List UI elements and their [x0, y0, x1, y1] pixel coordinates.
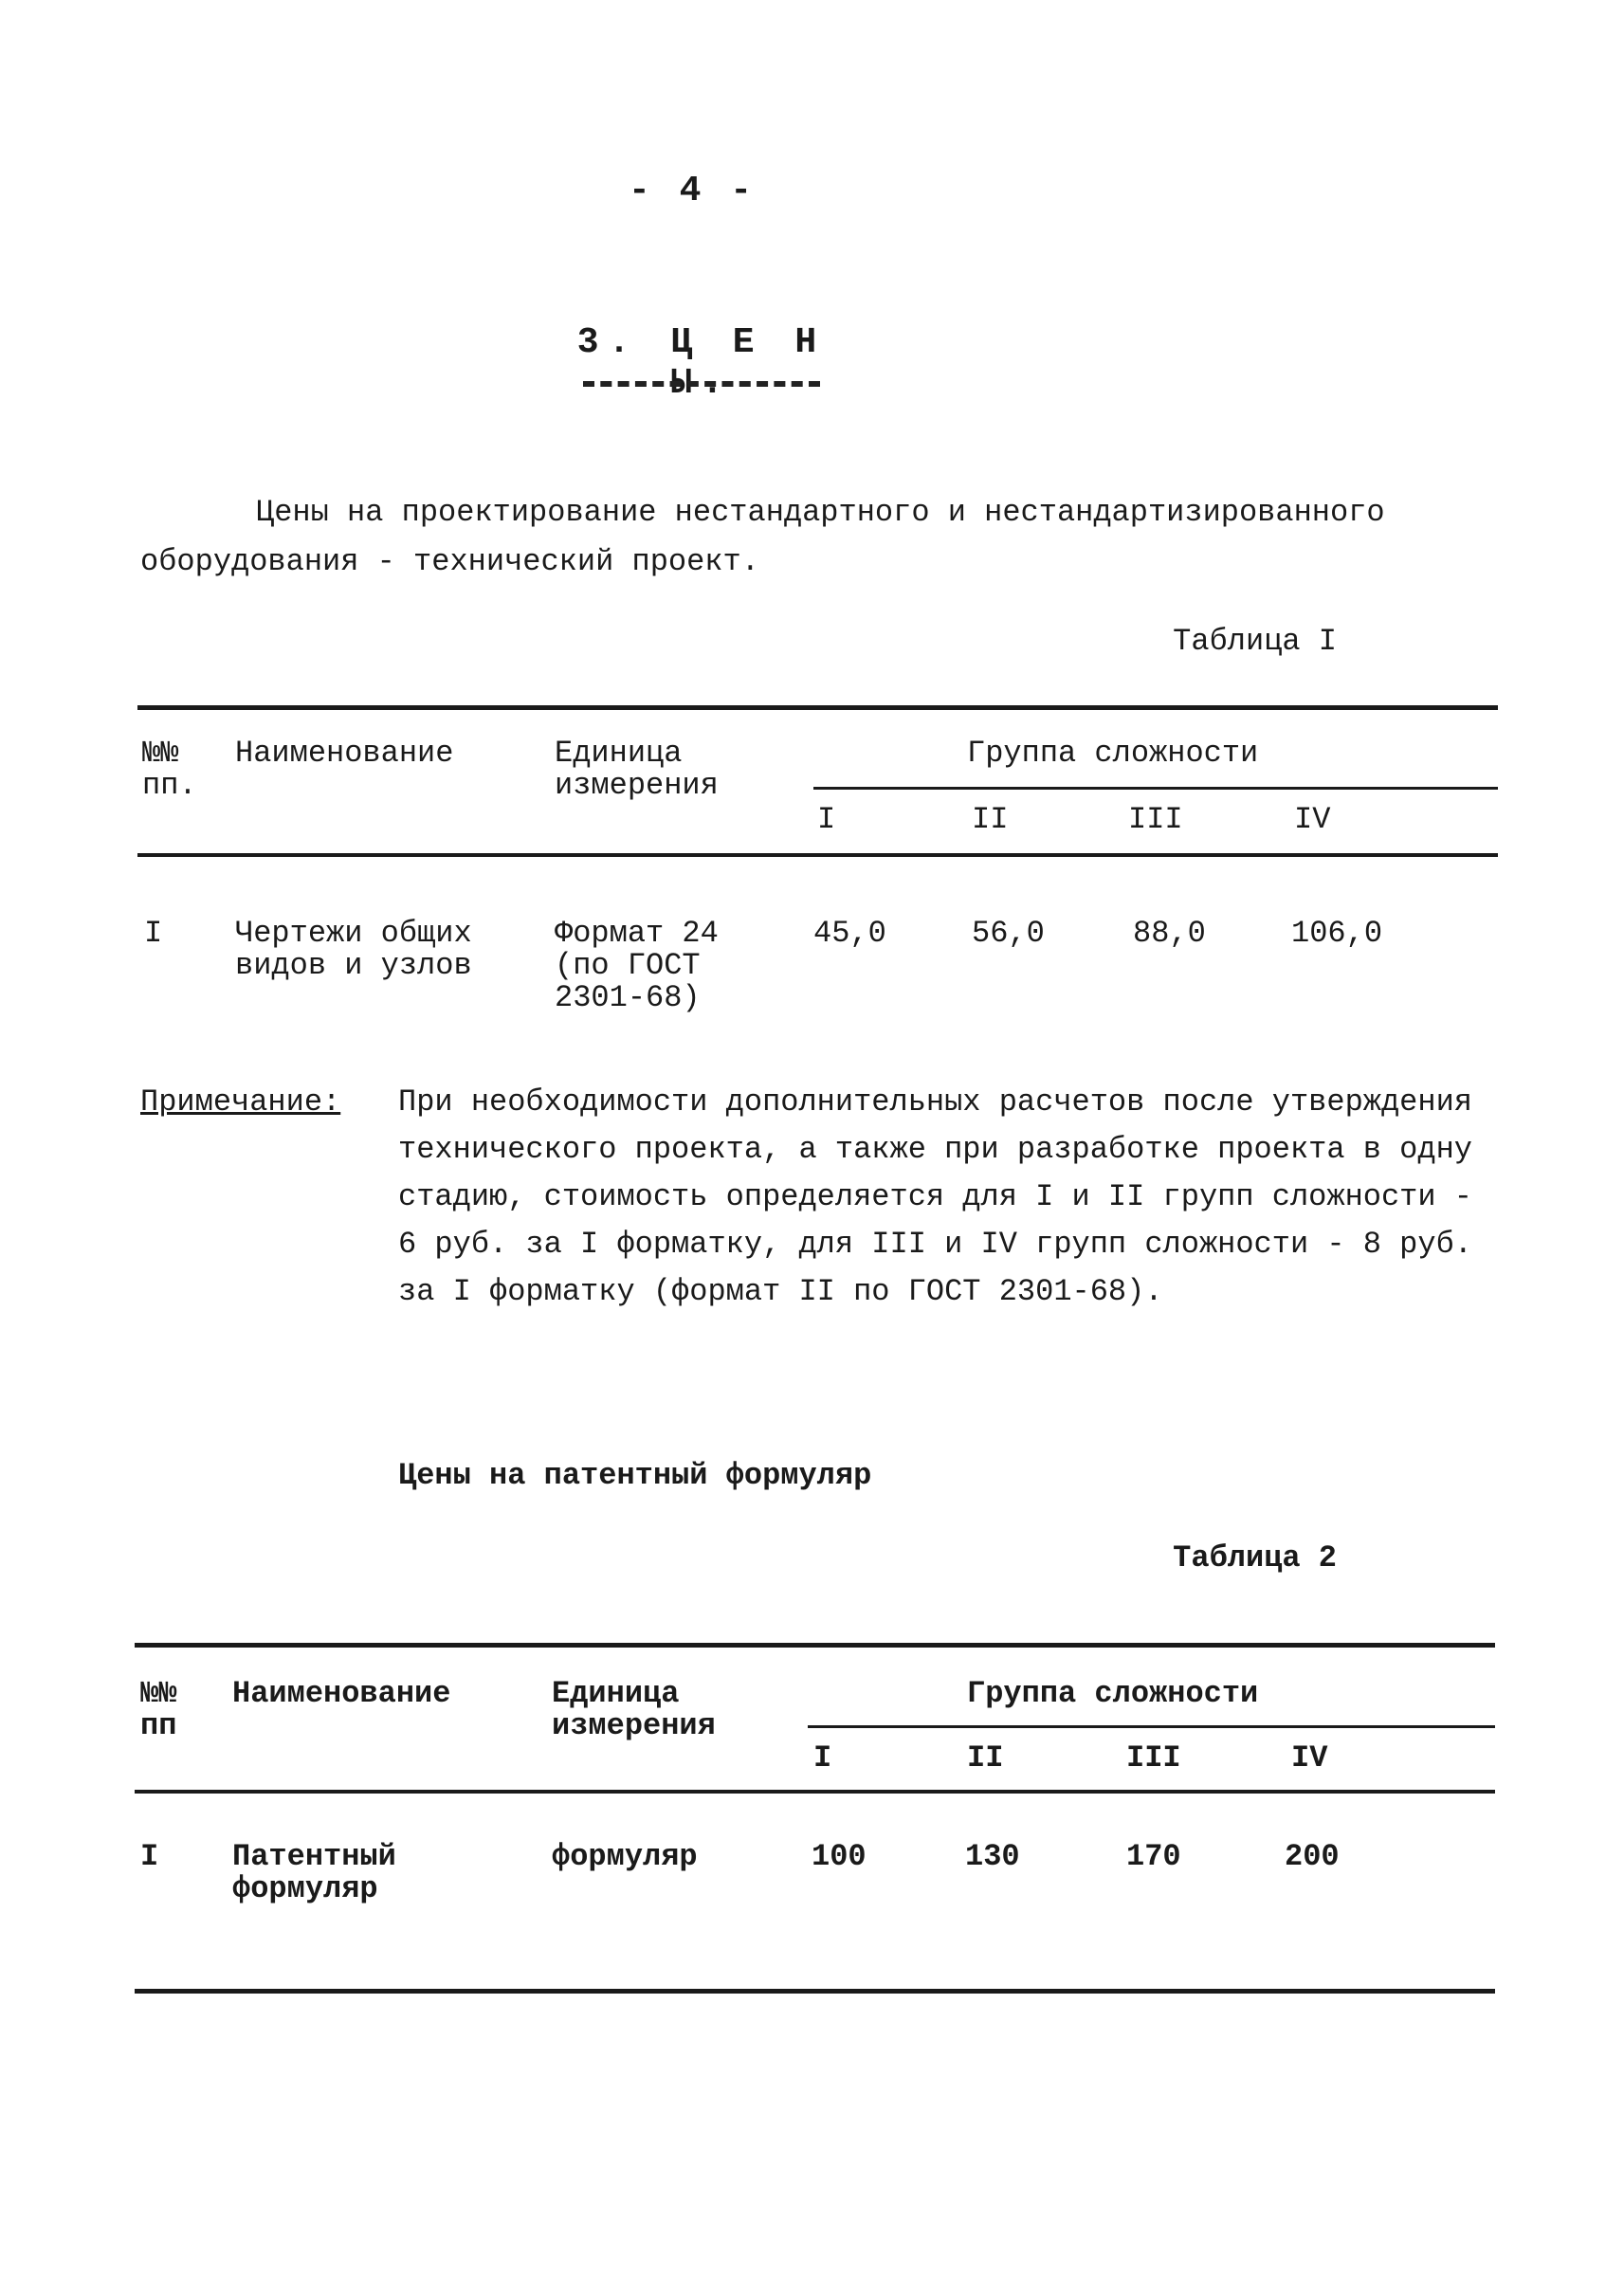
table2-group-4: IV: [1291, 1740, 1328, 1776]
table1-row-value-2: 56,0: [972, 916, 1045, 951]
table1-group-2: II: [972, 802, 1009, 837]
table2-group-1: I: [813, 1740, 832, 1776]
patent-heading: Цены на патентный формуляр: [398, 1458, 872, 1493]
table2-row-value-3: 170: [1126, 1839, 1181, 1874]
table2-top-rule: [135, 1643, 1495, 1648]
table1-header-rule: [137, 853, 1498, 857]
table2-row-unit: формуляр: [552, 1839, 698, 1874]
note-text: При необходимости дополнительных расчетов после утверждения технического проекта, а также при разработке проекта в одну стадию, стоимость определяется для I и II групп сложности - 6 руб. за I форматку, для III и IV групп сложности - 8 руб. за I форматку (формат II по ГОСТ 2301-68).: [398, 1084, 1472, 1309]
table2-row-num: I: [140, 1839, 159, 1874]
table2-group-3: III: [1126, 1740, 1181, 1776]
table2-row-value-1: 100: [812, 1839, 867, 1874]
table2-bottom-rule: [135, 1989, 1495, 1994]
intro-paragraph: Цены на проектирование нестандартного и нестандартизированного оборудования - технический проект.: [140, 495, 1385, 579]
table2-label: Таблица 2: [1173, 1540, 1337, 1576]
table1-header-name: Наименование: [235, 736, 454, 771]
table1-group-rule: [813, 787, 1498, 790]
table2-row-name: Патентный формуляр: [232, 1839, 396, 1906]
table2-header-group: Группа сложности: [967, 1676, 1259, 1711]
note-label: Примечание:: [140, 1084, 341, 1120]
table1-group-3: III: [1128, 802, 1183, 837]
table1-row-value-1: 45,0: [813, 916, 886, 951]
table1-header-group: Группа сложности: [967, 736, 1259, 771]
table1-row-value-3: 88,0: [1133, 916, 1206, 951]
table2-header-rule: [135, 1790, 1495, 1794]
title-underline: [583, 381, 820, 387]
table2-row-value-2: 130: [965, 1839, 1020, 1874]
table2-header-unit: Единица измерения: [552, 1676, 716, 1743]
table1-row-value-4: 106,0: [1291, 916, 1383, 951]
page-number: - 4 -: [628, 171, 757, 211]
table2-row-value-4: 200: [1285, 1839, 1340, 1874]
table1-top-rule: [137, 705, 1498, 710]
table1-row-name: Чертежи общих видов и узлов: [235, 916, 472, 983]
table1-header-unit: Единица измерения: [555, 736, 719, 803]
section-title: 3. Ц Е Н Ы.: [576, 322, 827, 404]
table2-header-num: №№ пп: [140, 1676, 177, 1743]
table1-row-unit: Формат 24 (по ГОСТ 2301-68): [555, 916, 719, 1015]
table1-row-num: I: [144, 916, 163, 951]
table1-group-4: IV: [1294, 802, 1331, 837]
table2-header-name: Наименование: [232, 1676, 451, 1711]
table1-header-num: №№ пп.: [142, 736, 197, 803]
table1-label: Таблица I: [1173, 624, 1337, 659]
table1-group-1: I: [817, 802, 836, 837]
table2-group-rule: [808, 1725, 1495, 1728]
table2-group-2: II: [967, 1740, 1004, 1776]
